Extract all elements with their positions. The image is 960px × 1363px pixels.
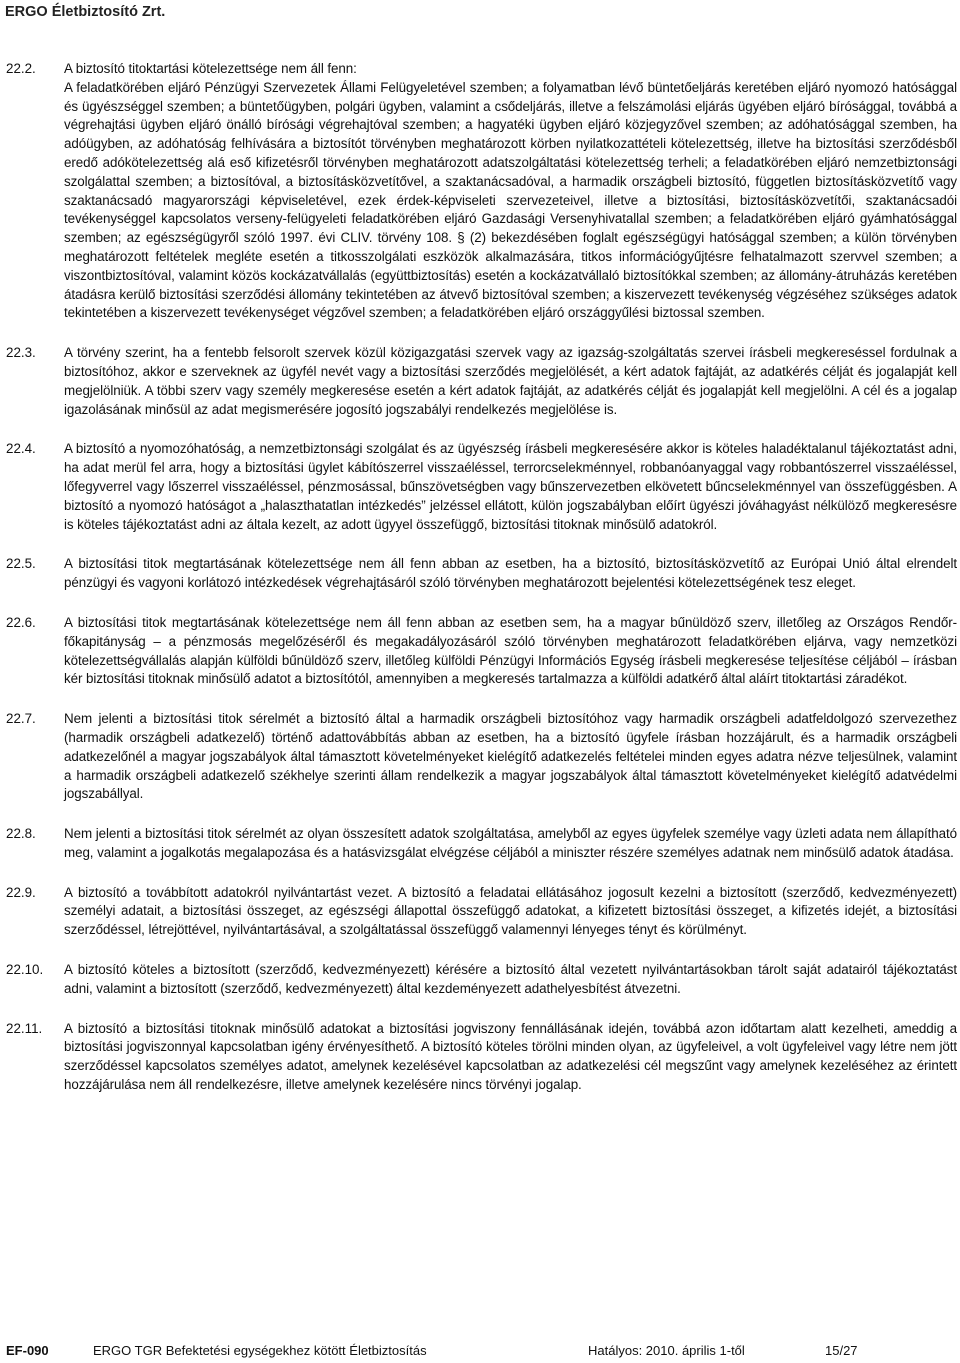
section-22-9 xyxy=(0,884,960,940)
section-number: 22.5. xyxy=(6,556,36,572)
section-number: 22.3. xyxy=(6,345,36,361)
section-text xyxy=(64,555,957,593)
section-number: 22.11. xyxy=(6,1020,43,1036)
section-number: 22.2. xyxy=(6,61,36,76)
section-text xyxy=(64,614,957,689)
section-22-8 xyxy=(0,825,960,863)
section-text xyxy=(64,961,957,999)
section-22-4 xyxy=(0,440,960,534)
paragraph: Nem jelenti a biztosítási titok sérelmét az olyan összesített adatok szolgáltatása, amelyből az egyes ügyfelek személye vagy üzleti adata nem állapítható meg, valamint a jogalkotás megalapozása és a hatásvizsgálat elvégzése céljából a miniszter részére személyes adatnak nem minősülő adatok átadása. xyxy=(64,826,957,860)
document-body xyxy=(0,60,960,1116)
section-22-2 xyxy=(0,60,960,323)
section-number: 22.7. xyxy=(6,711,36,727)
section-number: 22.4. xyxy=(6,441,36,457)
section-text xyxy=(64,60,957,323)
paragraph: Nem jelenti a biztosítási titok sérelmét a biztosító által a harmadik országbeli biztosítóhoz vagy harmadik országbeli adatfeldolgozó szervezethez (harmadik országbeli adatkezelő) történő adattovábbítás abban az esetben, ha a biztosító ügyfele írásban hozzájárult, és a harmadik országbeli adatkezelőnél a magyar jogszabályok által támasztott követelményeket kielégítő adatkezelés feltételei minden egyes adatra nézve teljesülnek, valamint a harmadik országbeli adatkezelő székhelye szerinti állam rendelkezik a magyar jogszabályok által támasztott követelményeket kielégítő adatvédelmi jogszabállyal. xyxy=(64,711,957,802)
company-header: ERGO Életbiztosító Zrt. xyxy=(5,4,166,20)
validity-date: Hatályos: 2010. április 1-től xyxy=(588,1343,745,1358)
section-22-5 xyxy=(0,555,960,593)
section-22-3 xyxy=(0,344,960,419)
paragraph: A biztosító a továbbított adatokról nyilvántartást vezet. A biztosító a feladatai ellátásához jogosult kezelni a biztosított (szerződő, kedvezményezett) személyi adatait, a biztosítási összeget, az egészségi állapottal összefüggő adatokat, a kifizetett biztosítási összeget, a kifizetés idejét, a biztosítási szerződéssel, létrejöttével, nyilvántartásával, a szolgáltatással összefüggő valamennyi lényeges tényt és körülményt. xyxy=(64,884,957,938)
section-22-6 xyxy=(0,614,960,689)
paragraph: A feladatkörében eljáró Pénzügyi Szervezetek Állami Felügyeletével szemben; a folyamatban lévő büntetőeljárás keretében eljáró nyomozó hatósággal és ügyészséggel szemben; a büntetőügyben, polgári ügyben, valamint a csődeljárás, illetve a felszámolási eljárás ügyében eljáró bírósággal, továbbá a végrehajtási ügyben eljáró önálló bírósági végrehajtóval szemben; a hagyatéki ügyben eljáró közjegyzővel szemben; az adóhatósággal szemben, ha adóügyben, az adóhatóság felhívására a biztosítót törvényben meghatározott körben nyilatkozattételi kötelezettség, illetve ha biztosítási szerződésből eredő adókötelezettség alá eső kifizetésről törvényben meghatározott adatszolgáltatási kötelezettség terheli; a feladatkörében eljáró nemzetbiztonsági szolgálattal szemben; a biztosítóval, a biztosításközvetítővel, a szaktanácsadóval, a harmadik országbeli biztosító, független biztosításközvetítő vagy szaktanácsadó magyarországi képviseletével, ezek érdek-képviseleti szervezeteivel, illetve a biztosítási, biztosításközvetítői, szaktanácsadói tevékenységgel kapcsolatos verseny-felügyeleti feladatkörében eljáró Gazdasági Versenyhivatallal szemben; a feladatkörében eljáró gyámhatósággal szemben; az egészségügyről szóló 1997. évi CLIV. törvény 108. § (2) bekezdésében foglalt egészségügyi hatósággal szemben; a külön törvényben meghatározott feltételek megléte esetén a titkosszolgálati eszközök alkalmazására, titkos információgyűjtésre felhatalmazott szervvel szemben; a viszontbiztosítóval, valamint közös kockázatvállalás (együttbiztosítás) esetén a kockázatvállaló biztosítókkal szemben; az állomány-átruházás keretében átadásra kerülő biztosítási szerződési állomány tekintetében az átvevő biztosítóval szemben; a kiszervezett tevékenység végzéséhez szükséges adatok tekintetében a kiszervezett tevékenységet végzővel szemben; a feladatkörében eljáró országgyűlési biztossal szemben. xyxy=(64,79,957,321)
section-text xyxy=(64,884,957,940)
paragraph: A biztosító a nyomozóhatóság, a nemzetbiztonsági szolgálat és az ügyészség írásbeli megkeresésére akkor is köteles haladéktalanul tájékoztatást adni, ha adat merül fel arra, hogy a biztosítási ügylet kábítószerrel visszaéléssel, terrorcselekménnyel, robbanóanyaggal vagy robbantószerrel visszaéléssel, lőfegyverrel vagy lőszerrel visszaéléssel, pénzmosással, bűnszövetségben vagy bűnszervezetben elkövetett bűncselekménnyel van összefüggésben. A biztosító a nyomozó hatóságot a „halaszthatatlan intézkedés” jelzéssel ellátott, külön jogszabályban előírt ügyészi jóváhagyást nélkülöző megkeresésre is köteles tájékoztatást adni az általa kezelt, az adott ügyyel összefüggő, biztosítási titoknak minősülő adatokról. xyxy=(64,441,957,532)
document-code: EF-090 xyxy=(6,1343,49,1358)
page-number: 15/27 xyxy=(825,1343,858,1358)
section-number: 22.9. xyxy=(6,884,36,900)
section-22-7 xyxy=(0,710,960,804)
document-title: ERGO TGR Befektetési egységekhez kötött Életbiztosítás xyxy=(93,1343,427,1358)
paragraph: A biztosító köteles a biztosított (szerződő, kedvezményezett) kérésére a biztosító által vezetett nyilvántartásokban tárolt saját adatairól tájékoztatást adni, valamint a biztosított (szerződő, kedvezményezett) által kezdeményezett adathelyesbítést átvezetni. xyxy=(64,962,957,996)
paragraph: A biztosítási titok megtartásának kötelezettsége nem áll fenn abban az esetben sem, ha a magyar bűnüldöző szerv, illetőleg az Országos Rendőr-főkapitányság – a pénzmosás megelőzéséről és megakadályozásáról szóló törvényben meghatározott feladatkörében eljárva, vagy nemzetközi kötelezettségvállalás alapján külföldi bűnüldöző szerv, illetőleg külföldi Pénzügyi Információs Egység írásbeli megkeresése teljesítése céljából – írásban kér biztosítási titoknak minősülő adatot a biztosítótól, amennyiben a megkeresés tartalmazza a külföldi adatkérő által aláírt titoktartási záradékot. xyxy=(64,614,957,687)
section-text xyxy=(64,825,957,863)
paragraph: A biztosítási titok megtartásának kötelezettsége nem áll fenn abban az esetben, ha a biztosító, biztosításközvetítő az Európai Unió által elrendelt pénzügyi és vagyoni korlátozó intézkedések végrehajtásáról szóló törvényben meghatározott bejelentési kötelezettségének tesz eleget. xyxy=(64,556,957,591)
paragraph: A törvény szerint, ha a fentebb felsorolt szervek közül közigazgatási szervek vagy az igazság-szolgáltatás szervei írásbeli megkereséssel fordulnak a biztosítóhoz, akkor e szerveknek az ügyfél nevét vagy a biztosítási szerződés megjelölését, a kért adatok fajtáját, az adatkérés célját és jogalapját kell megjelölniük. A többi szerv vagy személy megkeresése esetén a kért adatok fajtáját, az adatkérés célját és jogalapját kell megjelölni. A cél és a jogalap igazolásának minősül az adat megismerésére jogosító jogszabályi rendelkezés megjelölése is. xyxy=(64,345,957,417)
section-number: 22.6. xyxy=(6,614,36,630)
section-text xyxy=(64,1020,957,1095)
paragraph: A biztosító a biztosítási titoknak minősülő adatokat a biztosítási jogviszony fennállásának idején, továbbá azon időtartam alatt kezelheti, ameddig a biztosítási jogviszonnyal kapcsolatban igény érvényesíthető. A biztosító köteles törölni minden olyan, az ügyfeleivel, a volt ügyfeleivel vagy létre nem jött szerződéssel kapcsolatos személyes adatot, amelynek kezelésével kapcsolatban az adatkezelési cél megszűnt vagy amelynek kezeléséhez az érintett hozzájárulása nem áll rendelkezésre, illetve amelynek kezelésére nincs törvényi jogalap. xyxy=(64,1020,957,1093)
section-text xyxy=(64,440,957,534)
section-22-11 xyxy=(0,1020,960,1095)
section-text xyxy=(64,710,957,804)
section-number: 22.10. xyxy=(6,962,44,978)
section-text xyxy=(64,344,957,419)
paragraph: A biztosító titoktartási kötelezettsége nem áll fenn: xyxy=(64,61,357,76)
section-number: 22.8. xyxy=(6,826,36,842)
section-22-10 xyxy=(0,961,960,999)
page-footer xyxy=(0,1343,960,1361)
